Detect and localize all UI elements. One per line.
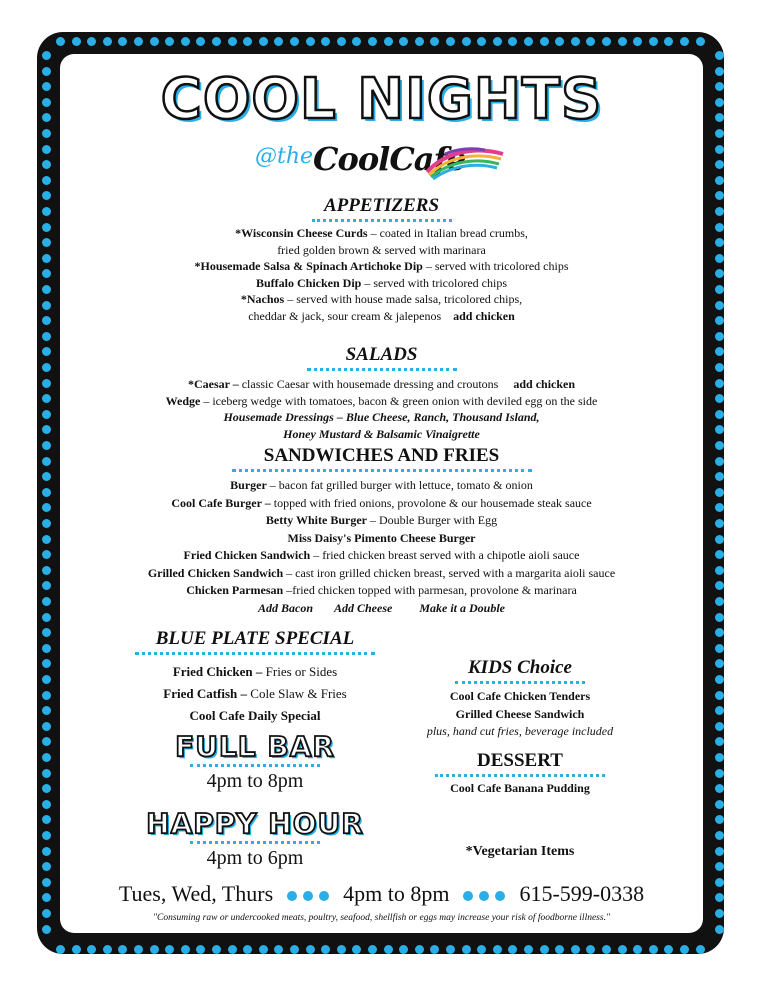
full-bar-hours: 4pm to 8pm [206,770,304,792]
kids-heading: KIDS Choice [468,657,572,678]
marquee-bulb-icon [571,37,580,46]
menu-item: *Caesar – classic Caesar with housemade dressing and croutons add chicken [187,377,576,391]
marquee-bulb-icon [715,145,724,154]
marquee-bulb-icon [42,675,51,684]
marquee-bulb-icon [368,945,377,954]
marquee-bulb-icon [103,945,112,954]
marquee-bulb-icon [42,67,51,76]
marquee-bulb-icon [181,37,190,46]
marquee-bulb-icon [571,945,580,954]
marquee-bulb-icon [181,945,190,954]
marquee-bulb-icon [493,37,502,46]
menu-item: Buffalo Chicken Dip – served with tricolored chips [256,275,507,290]
marquee-bulb-icon [384,945,393,954]
full-bar-section [120,731,390,793]
marquee-bulb-icon [42,644,51,653]
menu-item: *Nachos – served with house made salsa, tricolored chips, [240,292,523,306]
marquee-bulb-icon [715,566,724,575]
marquee-bulb-icon [150,37,159,46]
menu-item: Chicken Parmesan –fried chicken topped with parmesan, provolone & marinara [186,583,577,597]
marquee-bulb-icon [493,945,502,954]
marquee-bulb-icon [680,945,689,954]
menu-item: Fried Catfish – Cole Slaw & Fries [163,686,347,701]
marquee-bulb-icon [42,176,51,185]
marquee-bulb-icon [42,145,51,154]
marquee-bulb-icon [134,945,143,954]
marquee-bulb-icon [715,800,724,809]
marquee-bulb-icon [715,675,724,684]
happy-hour-divider [190,841,320,844]
marquee-bulb-icon [42,535,51,544]
marquee-bulb-icon [715,379,724,388]
marquee-bulb-icon [42,410,51,419]
food-safety-disclaimer: "Consuming raw or undercooked meats, poultry, seafood, shellfish or eggs may increase your risk of foodborne illness." [153,913,610,923]
menu-item: Cool Cafe Daily Special [189,708,321,723]
cafe-logo [255,140,515,184]
marquee-bulb-icon [42,285,51,294]
marquee-bulb-icon [306,37,315,46]
marquee-bulb-icon [715,769,724,778]
marquee-bulb-icon [715,98,724,107]
marquee-bulb-icon [337,37,346,46]
marquee-bulb-icon [134,37,143,46]
menu-item: Betty White Burger – Double Burger with Egg [265,513,498,527]
logo-at-the: @the [255,144,314,169]
marquee-bulb-icon [715,831,724,840]
menu-item: cheddar & jack, sour cream & jalepenos add chicken [248,308,515,323]
marquee-bulb-icon [715,535,724,544]
marquee-bulb-icon [715,254,724,263]
marquee-bulb-icon [715,519,724,528]
marquee-bulb-icon [462,37,471,46]
dot-icon [303,891,313,901]
marquee-bulb-icon [42,925,51,934]
menu-item: Miss Daisy's Pimento Cheese Burger [287,530,476,545]
dot-icon [287,891,297,901]
marquee-bulb-icon [290,37,299,46]
marquee-bulb-icon [42,98,51,107]
add-chicken-option: add chicken [453,308,515,323]
marquee-bulb-icon [618,945,627,954]
dessert-divider [435,774,605,777]
logo-cafe-name: CoolCafe [313,140,466,178]
menu-item: Grilled Cheese Sandwich [455,706,585,721]
marquee-bulb-icon [42,909,51,918]
marquee-bulb-icon [103,37,112,46]
happy-hour-heading: HAPPY HOUR [146,807,364,840]
dot-icon [319,891,329,901]
marquee-bulb-icon [715,51,724,60]
marquee-bulb-icon [42,722,51,731]
sandwiches-section [60,445,703,617]
appetizers-heading: APPETIZERS [323,195,440,216]
marquee-bulb-icon [42,613,51,622]
marquee-bulb-icon [290,945,299,954]
footer-phone: 615-599-0338 [519,881,645,906]
marquee-bulb-icon [42,488,51,497]
marquee-bulb-icon [56,37,65,46]
salads-divider [307,368,457,371]
marquee-bulb-icon [42,753,51,762]
marquee-bulb-icon [42,566,51,575]
marquee-bulb-icon [715,176,724,185]
marquee-bulb-icon [715,67,724,76]
kids-note: plus, hand cut fries, beverage included [426,724,614,738]
dressings-note: Housemade Dressings – Blue Cheese, Ranch, Thousand Island, [223,410,540,424]
marquee-bulb-icon [42,800,51,809]
marquee-bulb-icon [540,945,549,954]
appetizers-divider [312,219,452,222]
marquee-bulb-icon [602,37,611,46]
marquee-bulb-icon [42,223,51,232]
full-bar-divider [190,764,320,767]
marquee-bulb-icon [42,457,51,466]
marquee-bulb-icon [696,945,705,954]
footer-hours: 4pm to 8pm [343,881,450,906]
marquee-bulb-icon [228,37,237,46]
marquee-bulb-icon [212,945,221,954]
kids-divider [455,681,585,684]
marquee-bulb-icon [649,945,658,954]
happy-hour-section [120,808,390,870]
blue-plate-divider [135,652,375,655]
marquee-bulb-icon [228,945,237,954]
marquee-bulb-icon [42,207,51,216]
marquee-bulb-icon [715,644,724,653]
dot-icon [495,891,505,901]
marquee-bulb-icon [42,51,51,60]
salads-section [60,344,703,442]
marquee-bulb-icon [715,129,724,138]
marquee-bulb-icon [715,363,724,372]
marquee-bulb-icon [42,769,51,778]
menu-item: *Housemade Salsa & Spinach Artichoke Dip – served with tricolored chips [194,259,569,273]
marquee-bulb-icon [524,945,533,954]
menu-item: Cool Cafe Burger – topped with fried onions, provolone & our housemade steak sauce [171,495,592,510]
marquee-bulb-icon [212,37,221,46]
menu-item: Wedge – iceberg wedge with tomatoes, bacon & green onion with deviled egg on the side [165,393,598,408]
menu-item: Cool Cafe Chicken Tenders [449,689,591,703]
marquee-bulb-icon [602,945,611,954]
marquee-bulb-icon [715,223,724,232]
menu-item: Fried Chicken Sandwich – fried chicken breast served with a chipotle aioli sauce [183,548,580,562]
marquee-bulb-icon [715,488,724,497]
marquee-bulb-icon [540,37,549,46]
marquee-bulb-icon [42,363,51,372]
marquee-bulb-icon [715,722,724,731]
dot-icon [479,891,489,901]
dot-icon [463,891,473,901]
marquee-bulb-icon [649,37,658,46]
marquee-bulb-icon [306,945,315,954]
marquee-bulb-icon [715,878,724,887]
blue-plate-section [120,628,390,727]
happy-hour-hours: 4pm to 6pm [206,847,304,869]
marquee-bulb-icon [42,847,51,856]
marquee-bulb-icon [715,410,724,419]
marquee-bulb-icon [715,691,724,700]
marquee-bulb-icon [337,945,346,954]
marquee-bulb-icon [368,37,377,46]
dressings-note: Honey Mustard & Balsamic Vinaigrette [283,426,480,441]
vegetarian-note: *Vegetarian Items [465,844,575,859]
marquee-bulb-icon [42,379,51,388]
marquee-bulb-icon [446,37,455,46]
footer-hours-phone [60,880,703,908]
sandwiches-divider [232,469,532,472]
marquee-bulb-icon [715,753,724,762]
kids-section [405,657,635,741]
marquee-bulb-icon [715,332,724,341]
menu-item: Cool Cafe Banana Pudding [450,781,590,795]
marquee-bulb-icon [715,925,724,934]
menu-item: *Wisconsin Cheese Curds – coated in Italian bread crumbs, [235,226,528,240]
salads-heading: SALADS [345,344,418,365]
dessert-section [405,750,635,797]
marquee-bulb-icon [72,37,81,46]
marquee-bulb-icon [715,597,724,606]
marquee-bulb-icon [415,37,424,46]
sandwich-addons: Add Bacon Add Cheese Make it a Double [257,600,506,615]
marquee-bulb-icon [42,597,51,606]
marquee-bulb-icon [462,945,471,954]
marquee-bulb-icon [42,441,51,450]
menu-item: Fried Chicken – Fries or Sides [172,664,338,679]
marquee-bulb-icon [696,37,705,46]
marquee-bulb-icon [384,37,393,46]
marquee-bulb-icon [42,691,51,700]
marquee-bulb-icon [72,945,81,954]
rainbow-swash-icon [425,146,505,180]
menu-item: Burger – bacon fat grilled burger with lettuce, tomato & onion [230,478,533,492]
footer-days: Tues, Wed, Thurs [118,881,274,906]
menu-item: fried golden brown & served with marinara [277,242,486,257]
marquee-bulb-icon [415,945,424,954]
add-chicken-option: add chicken [513,377,576,391]
marquee-bulb-icon [524,37,533,46]
marquee-bulb-icon [42,129,51,138]
marquee-bulb-icon [42,878,51,887]
marquee-bulb-icon [446,945,455,954]
marquee-bulb-icon [715,207,724,216]
marquee-bulb-icon [715,847,724,856]
marquee-bulb-icon [680,37,689,46]
blue-plate-heading: BLUE PLATE SPECIAL [155,628,355,649]
dessert-heading: DESSERT [477,750,563,771]
marquee-bulb-icon [42,332,51,341]
marquee-bulb-icon [715,301,724,310]
marquee-bulb-icon [618,37,627,46]
marquee-bulb-icon [715,909,724,918]
sandwiches-heading: SANDWICHES AND FRIES [263,445,500,466]
marquee-bulb-icon [715,457,724,466]
marquee-bulb-icon [259,37,268,46]
menu-item: Grilled Chicken Sandwich – cast iron grilled chicken breast, served with a margarita aioli sauce [147,565,616,580]
marquee-bulb-icon [150,945,159,954]
marquee-bulb-icon [42,301,51,310]
marquee-bulb-icon [56,945,65,954]
marquee-bulb-icon [42,519,51,528]
marquee-bulb-icon [42,831,51,840]
marquee-bulb-icon [42,254,51,263]
marquee-bulb-icon [715,285,724,294]
marquee-bulb-icon [259,945,268,954]
marquee-bulb-icon [715,613,724,622]
full-bar-heading: FULL BAR [175,730,335,763]
appetizers-section [60,195,703,324]
page-title: COOL NIGHTS [160,67,603,132]
marquee-bulb-icon [715,441,724,450]
